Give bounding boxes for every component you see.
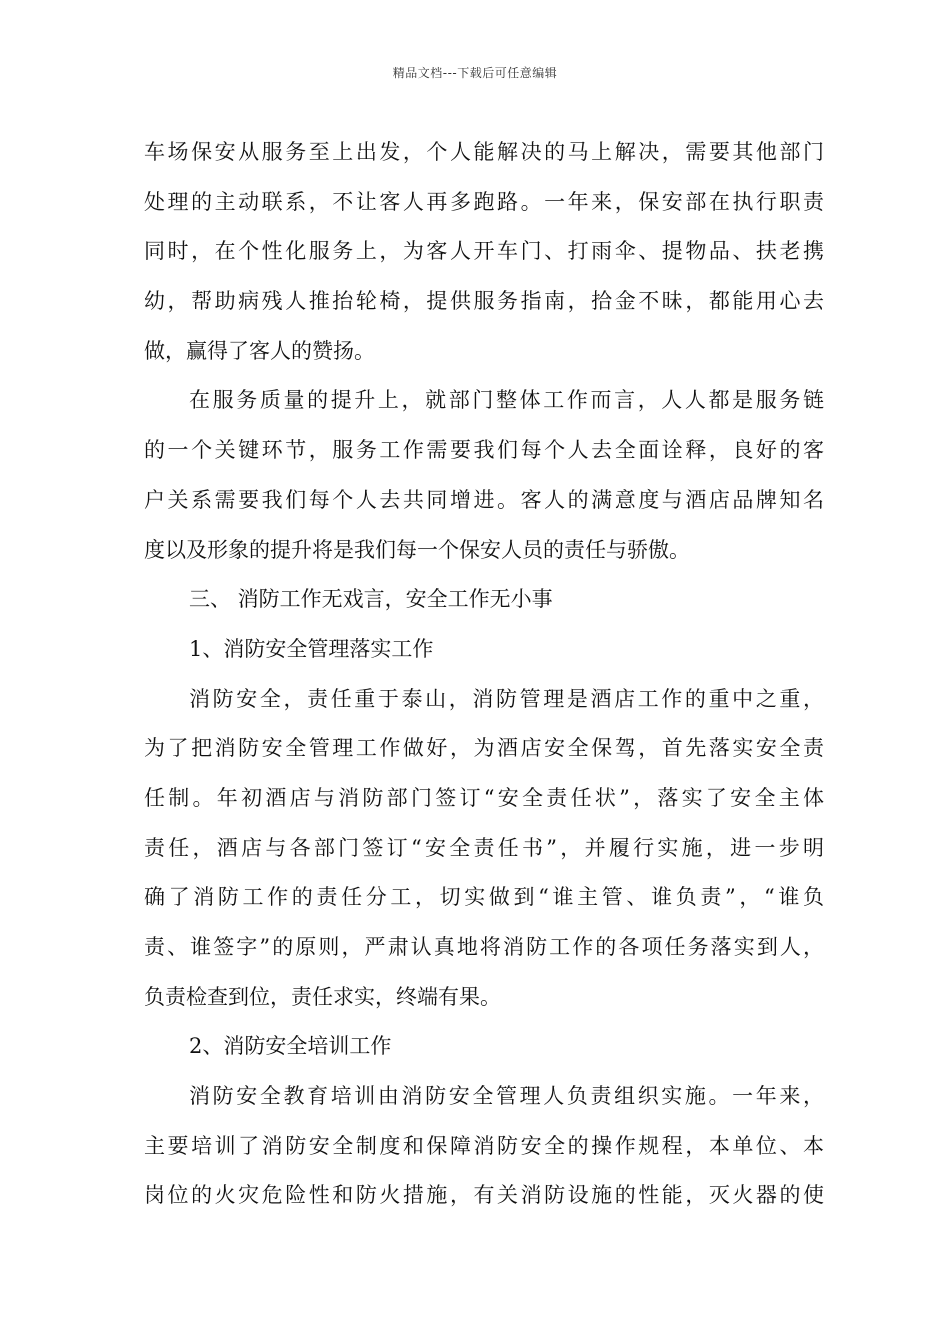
text-line: 为了把消防安全管理工作做好，为酒店安全保驾，首先落实安全责	[144, 736, 824, 761]
text-line: 户关系需要我们每个人去共同增进。客人的满意度与酒店品牌知名	[144, 487, 824, 512]
text-line: 责、谁签字”的原则，严肃认真地将消防工作的各项任务落实到人，	[144, 935, 824, 959]
text-line: 幼，帮助病残人推抬轮椅，提供服务指南，拾金不昧，都能用心去	[144, 289, 824, 314]
text-line: 处理的主动联系，不让客人再多跑路。一年来，保安部在执行职责	[144, 189, 824, 214]
text-line: 的一个关键环节，服务工作需要我们每个人去全面诠释，良好的客	[144, 438, 824, 463]
text-line: 同时，在个性化服务上，为客人开车门、打雨伞、提物品、扶老携	[144, 239, 824, 264]
text-line: 任制。年初酒店与消防部门签订“安全责任状”，落实了安全主体	[144, 785, 824, 810]
text-line: 度以及形象的提升将是我们每一个保安人员的责任与骄傲。	[144, 537, 690, 562]
text-line: 消防安全教育培训由消防安全管理人负责组织实施。一年来，	[189, 1084, 824, 1109]
text-line: 做，赢得了客人的赞扬。	[144, 338, 375, 363]
document-body	[144, 128, 824, 1221]
text-line: 车场保安从服务至上出发，个人能解决的马上解决，需要其他部门	[144, 140, 824, 164]
text-line: 岗位的火灾危险性和防火措施，有关消防设施的性能，灭火器的使	[144, 1183, 824, 1208]
text-line: 主要培训了消防安全制度和保障消防安全的操作规程，本单位、本	[144, 1133, 824, 1158]
text-line: 责任，酒店与各部门签订“安全责任书”，并履行实施，进一步明	[144, 835, 824, 860]
text-line: 2、消防安全培训工作	[189, 1034, 392, 1059]
page-header: 精品文档---下载后可任意编辑	[392, 66, 558, 80]
text-line: 确了消防工作的责任分工，切实做到“谁主管、谁负责”，“谁负	[144, 885, 824, 910]
text-line: 三、 消防工作无戏言，安全工作无小事	[189, 587, 553, 612]
text-line: 负责检查到位，责任求实，终端有果。	[144, 984, 501, 1009]
text-line: 在服务质量的提升上，就部门整体工作而言，人人都是服务链	[189, 388, 824, 413]
text-line: 消防安全，责任重于泰山，消防管理是酒店工作的重中之重，	[189, 686, 824, 711]
text-line: 1、消防安全管理落实工作	[189, 636, 434, 661]
